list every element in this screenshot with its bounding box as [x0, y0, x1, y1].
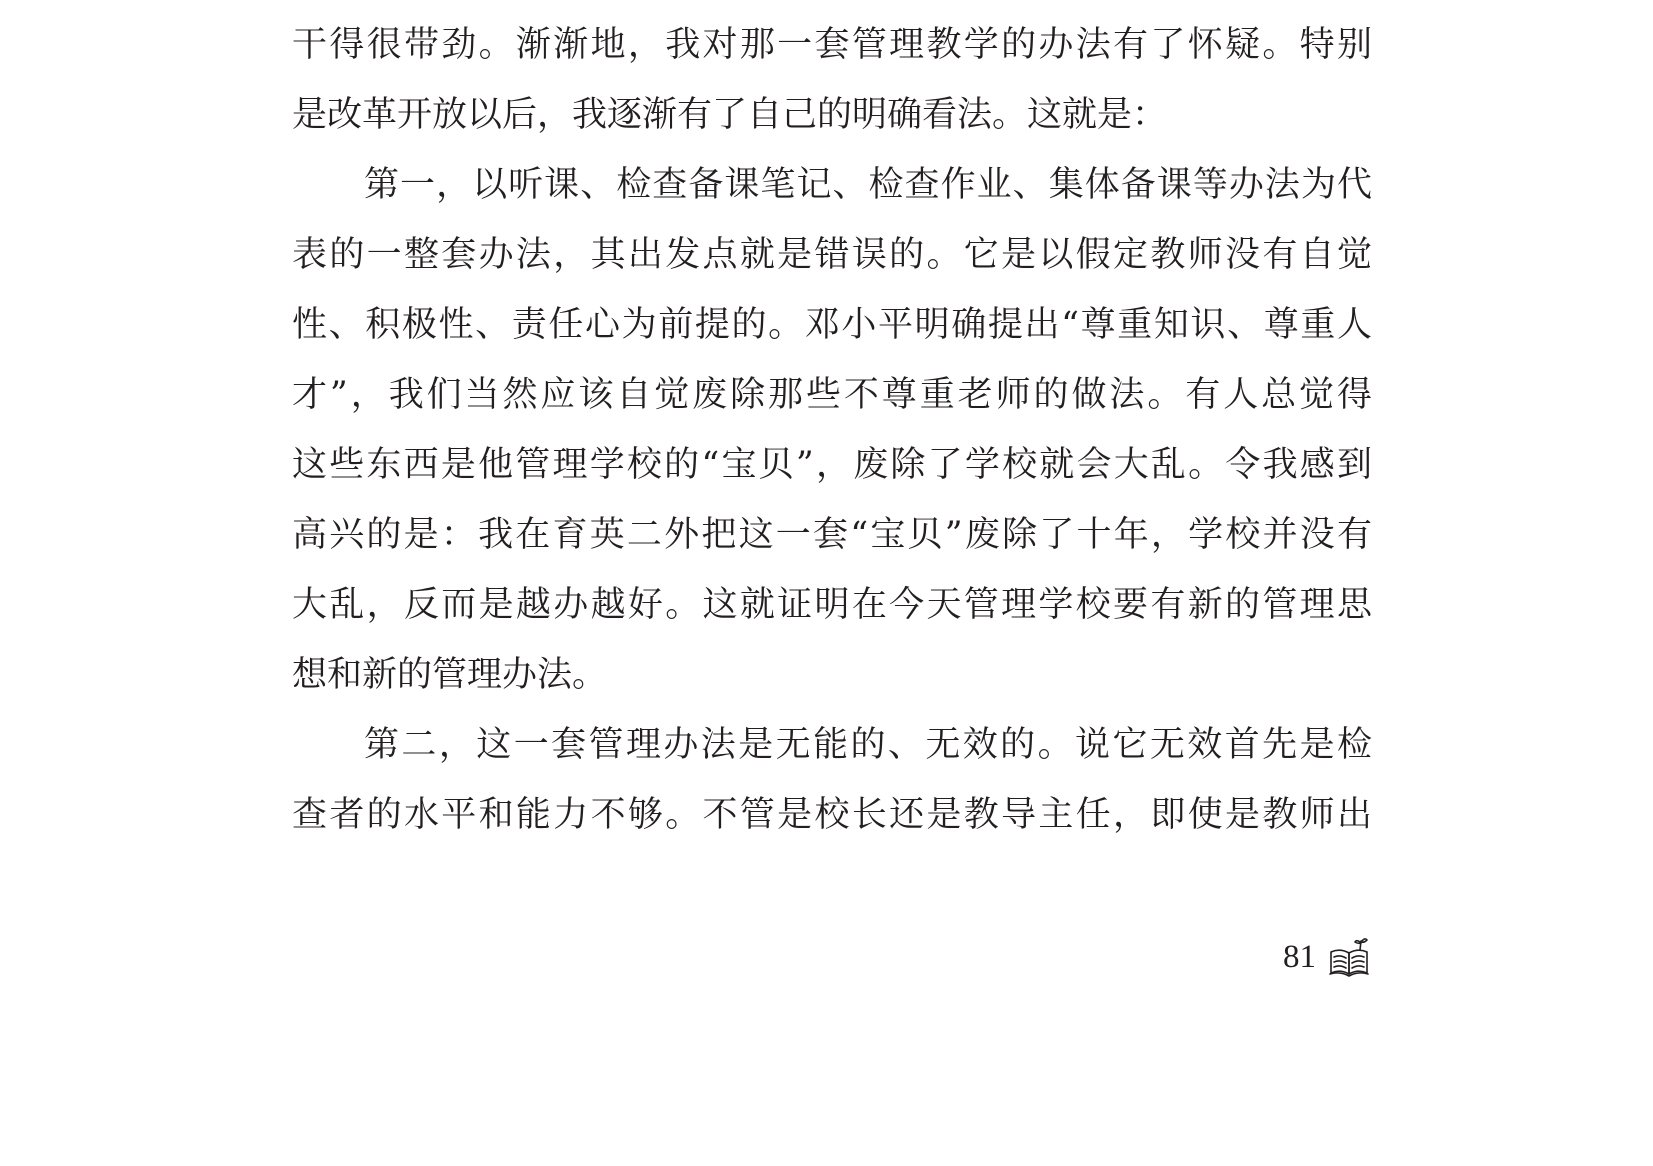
body-text	[292, 10, 1372, 850]
text-line: 想和新的管理办法。	[292, 655, 608, 695]
text-line: 性、积极性、责任心为前提的。邓小平明确提出“尊重知识、尊重人	[292, 305, 1372, 345]
text-line: 干得很带劲。渐渐地，我对那一套管理教学的办法有了怀疑。特别	[292, 25, 1372, 65]
open-book-icon	[1327, 936, 1373, 980]
paragraph-first-line: 第二，这一套管理办法是无能的、无效的。说它无效首先是检	[364, 725, 1372, 765]
text-line: 才”，我们当然应该自觉废除那些不尊重老师的做法。有人总觉得	[292, 375, 1372, 415]
text-line: 是改革开放以后，我逐渐有了自己的明确看法。这就是：	[292, 95, 1168, 135]
text-line: 高兴的是：我在育英二外把这一套“宝贝”废除了十年，学校并没有	[292, 515, 1372, 555]
text-line: 这些东西是他管理学校的“宝贝”，废除了学校就会大乱。令我感到	[292, 445, 1372, 485]
paragraph-first-line: 第一，以听课、检查备课笔记、检查作业、集体备课等办法为代	[364, 165, 1372, 205]
text-line: 大乱，反而是越办越好。这就证明在今天管理学校要有新的管理思	[292, 585, 1372, 625]
page-number: 81	[1283, 939, 1316, 975]
text-line: 表的一整套办法，其出发点就是错误的。它是以假定教师没有自觉	[292, 235, 1372, 275]
text-line: 查者的水平和能力不够。不管是校长还是教导主任，即使是教师出	[292, 795, 1372, 835]
